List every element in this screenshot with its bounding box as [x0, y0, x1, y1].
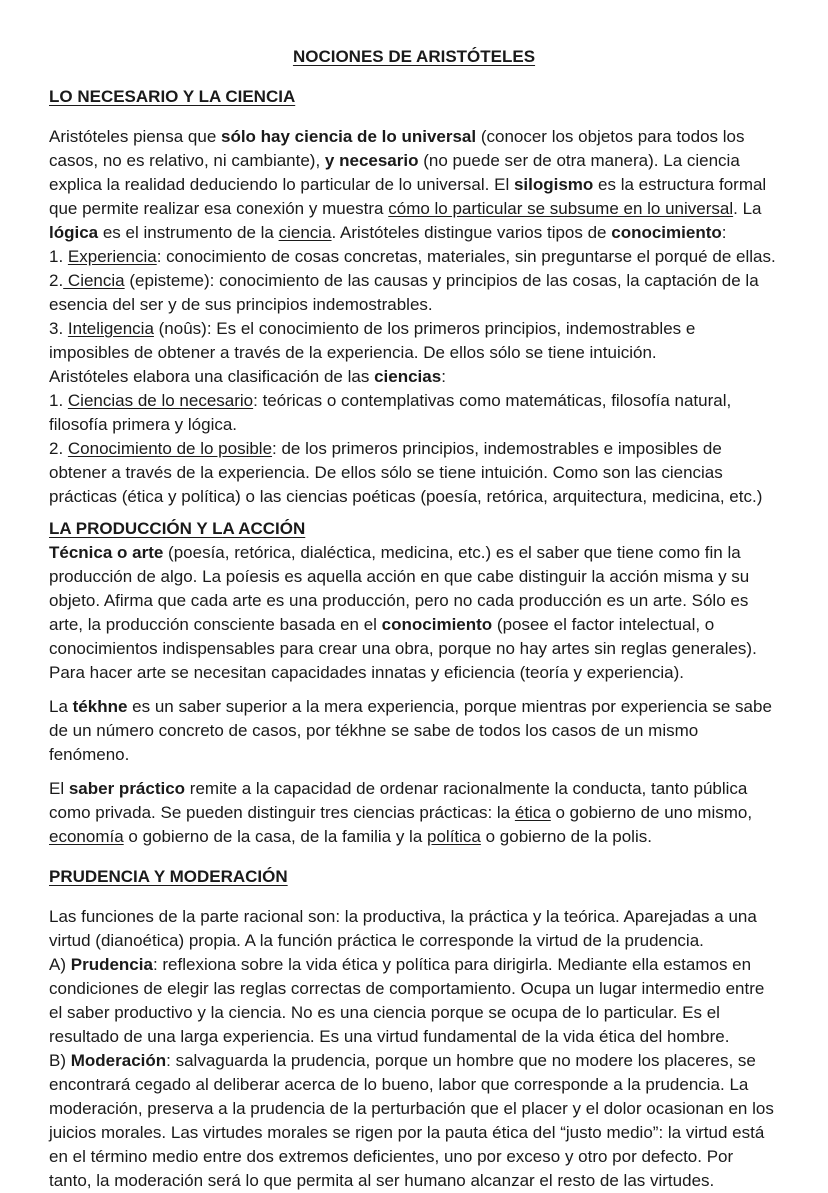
text-run: . La	[733, 199, 762, 218]
paragraph	[49, 777, 779, 849]
text-run: Aristóteles piensa que	[49, 127, 221, 146]
text-run: A)	[49, 955, 71, 974]
text-run: lógica	[49, 223, 99, 242]
section-heading	[49, 865, 779, 889]
text-run: Técnica o arte	[49, 543, 164, 562]
text-run: (poesía, retórica, dialéctica, medicina, etc.) es el saber que tiene como fin la producción de algo. La poíesis es aquella acción en que cabe distinguir la acción misma y su objeto. Afirma que cada arte es una producción, pero no cada producción es un arte. Sólo es arte, la producción consciente basada en el	[49, 543, 750, 634]
paragraph-line	[49, 365, 779, 389]
paragraph-line	[49, 953, 779, 1049]
text-run: Prudencia	[70, 955, 153, 974]
text-run: saber práctico	[68, 779, 186, 798]
text-run: silogismo	[513, 175, 594, 194]
text-run: : salvaguarda la prudencia, porque un hombre que no modere los placeres, se encontrará cegado al deliberar acerca de lo bueno, labor que corresponde a la prudencia. La moderación, preserva a la prudencia de la perturbación que el placer y el dolor ocasionan en los juicios morales. Las virtudes morales se rigen por la pauta ética del “justo medio”: la virtud está en el término medio entre dos extremos deficientes, uno por exceso y otro por defecto. Por tanto, la moderación será lo que permita al ser humano alcanzar el resto de las virtudes.	[49, 1051, 774, 1190]
text-run: (posee el factor intelectual, o conocimientos indispensables para crear una obra, porque no hay artes sin reglas generales). Para hacer arte se necesitan capacidades innatas y eficiencia (teoría y experiencia).	[49, 615, 757, 682]
paragraph-line	[49, 541, 779, 685]
text-run: Conocimiento de lo posible	[67, 439, 273, 458]
text-run: o gobierno de la polis.	[480, 827, 652, 846]
text-run: ética	[514, 803, 551, 822]
text-run: Las funciones de la parte racional son: la productiva, la práctica y la teórica. Aparejadas a una virtud (dianoética) propia. A la función práctica le corresponde la virtud de la prudencia.	[49, 907, 757, 950]
paragraph-line	[49, 317, 779, 365]
text-run: B)	[49, 1051, 71, 1070]
text-run: LA PRODUCCIÓN Y LA ACCIÓN	[49, 519, 306, 538]
text-run: : de los primeros principios, indemostrables e imposibles de obtener a través de la experiencia. De ellos sólo se tiene intuición. Como son las ciencias prácticas (ética y política) o las ciencias poéticas (poesía, retórica, arquitectura, medicina, etc.)	[49, 439, 763, 506]
paragraph-line	[49, 389, 779, 437]
text-run: : reflexiona sobre la vida ética y política para dirigirla. Mediante ella estamos en condiciones de elegir las reglas correctas de comportamiento. Ocupa un lugar intermedio entre el saber productivo y la ciencia. No es una ciencia porque se ocupa de lo particular. Es el resultado de una larga experiencia. Es una virtud fundamental de la vida ética del hombre.	[49, 955, 765, 1046]
text-run: PRUDENCIA Y MODERACIÓN	[49, 867, 288, 886]
text-run: política	[427, 827, 481, 846]
text-run: ciencia	[278, 223, 332, 242]
text-run: y necesario	[324, 151, 419, 170]
text-run: es un saber superior a la mera experiencia, porque mientras por experiencia se sabe de un número concreto de casos, por tékhne se sabe de todos los casos de un mismo fenómeno.	[49, 697, 772, 764]
text-run: (no puede ser de otra manera). La ciencia explica la realidad deduciendo lo particular de lo universal. El	[49, 151, 740, 194]
paragraph-line	[49, 245, 779, 269]
text-run: es el instrumento de la	[98, 223, 279, 242]
paragraph-line	[49, 1049, 779, 1193]
text-run: 1.	[49, 247, 68, 266]
text-run: cómo lo particular se subsume en lo universal	[388, 199, 734, 218]
text-run: 2.	[49, 271, 64, 290]
text-run: Experiencia	[67, 247, 157, 266]
text-run: ciencias	[374, 367, 442, 386]
document-title	[49, 45, 779, 69]
text-run: (episteme): conocimiento de las causas y principios de las cosas, la captación de la esencia del ser y de sus principios indemostrables.	[49, 271, 759, 314]
text-run: :	[721, 223, 727, 242]
paragraph	[49, 905, 779, 953]
text-run: Moderación	[70, 1051, 167, 1070]
text-run: 3.	[49, 319, 68, 338]
text-run: 2.	[49, 439, 68, 458]
text-run: Ciencias de lo necesario	[67, 391, 254, 410]
text-run: : teóricas o contemplativas como matemáticas, filosofía natural, filosofía primera y lógica.	[49, 391, 732, 434]
text-run: 1.	[49, 391, 68, 410]
text-run: :	[441, 367, 446, 386]
text-run: economía	[49, 827, 124, 846]
paragraph-line	[49, 269, 779, 317]
text-run: sólo hay ciencia de lo universal	[221, 127, 477, 146]
text-run: Ciencia	[63, 271, 125, 290]
text-run: remite a la capacidad de ordenar racionalmente la conducta, tanto pública como privada. Se pueden distinguir tres ciencias prácticas: la	[49, 779, 748, 822]
text-run: (conocer los objetos para todos los casos, no es relativo, ni cambiante),	[49, 127, 745, 170]
text-run: (noûs): Es el conocimiento de los primeros principios, indemostrables e imposibles de obtener a través de la experiencia. De ellos sólo se tiene intuición.	[49, 319, 696, 362]
paragraph	[49, 695, 779, 767]
paragraph-line	[49, 437, 779, 509]
text-run: : conocimiento de cosas concretas, materiales, sin preguntarse el porqué de ellas.	[156, 247, 776, 266]
text-run: NOCIONES DE ARISTÓTELES	[292, 47, 536, 66]
paragraph	[49, 125, 779, 245]
text-run: tékhne	[72, 697, 128, 716]
text-run: o gobierno de la casa, de la familia y la	[123, 827, 428, 846]
text-run: Inteligencia	[67, 319, 154, 338]
section-heading	[49, 517, 779, 541]
text-run: LO NECESARIO Y LA CIENCIA	[49, 87, 296, 106]
text-run: conocimiento	[611, 223, 722, 242]
text-run: . Aristóteles distingue varios tipos de	[331, 223, 612, 242]
text-run: La	[49, 697, 73, 716]
text-run: El	[49, 779, 69, 798]
text-run: Aristóteles elabora una clasificación de las	[49, 367, 375, 386]
document-body	[49, 45, 779, 1193]
text-run: o gobierno de uno mismo,	[550, 803, 753, 822]
section-heading	[49, 85, 779, 109]
text-run: conocimiento	[381, 615, 493, 634]
text-run: es la estructura formal que permite realizar esa conexión y muestra	[49, 175, 767, 218]
